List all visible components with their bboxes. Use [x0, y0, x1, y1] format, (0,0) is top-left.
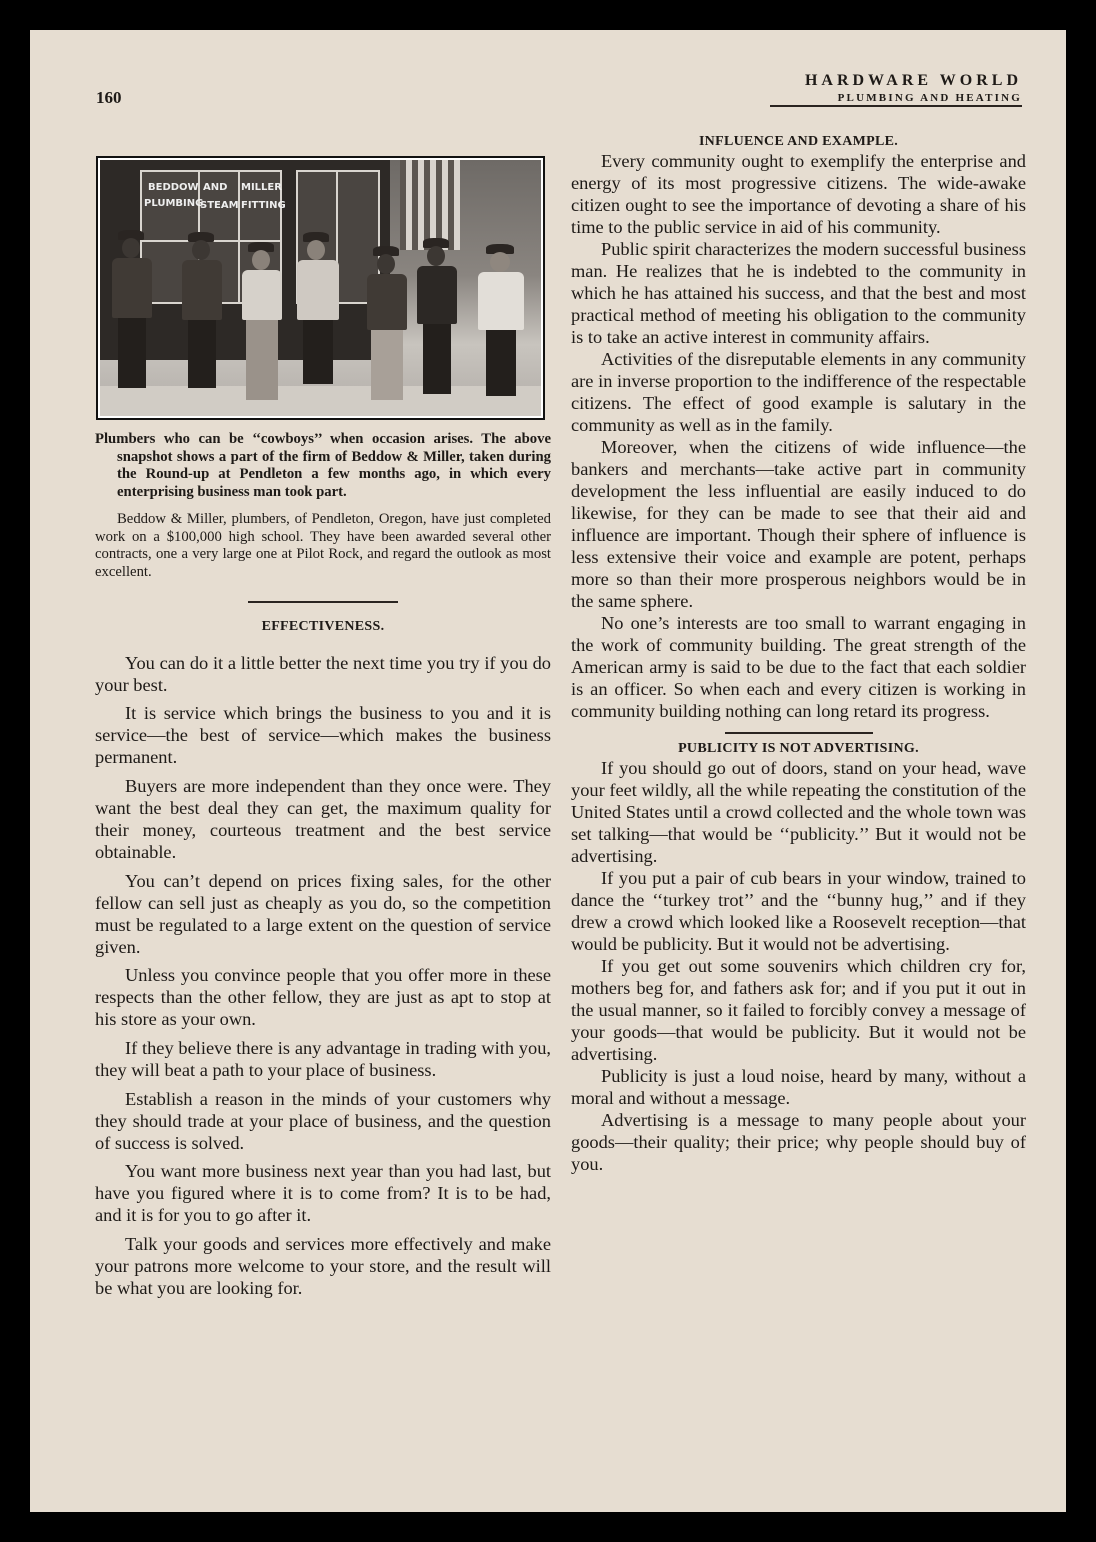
publicity-paragraph: Advertising is a message to many people about your goods—their quality; their price; why people should buy of you.	[571, 1109, 1026, 1174]
effectiveness-paragraph: You want more business next year than you had last, but have you figured where it is to come from? It is to be had, and it is for you to go after it.	[95, 1161, 551, 1226]
effectiveness-heading: EFFECTIVENESS.	[261, 618, 385, 634]
effectiveness-paragraph: Buyers are more independent than they once were. They want the best deal they can get, the maximum quality for their money, courteous treatment and the best service obtainable.	[95, 775, 551, 862]
effectiveness-paragraph: Unless you convince people that you offer more in these respects than the other fellow, they are just as apt to stop at his store as your own.	[95, 965, 551, 1030]
publicity-paragraph: If you put a pair of cub bears in your window, trained to dance the ‘‘turkey trot’’ and the ‘‘bunny hug,’’ and if they drew a crowd which looked like a Roosevelt reception—that would be publicity. But it would not be advertising.	[571, 867, 1026, 954]
left-column	[95, 156, 551, 1299]
publicity-paragraph: If you get out some souvenirs which children cry for, mothers beg for, and fathers ask for; and if you put it out in the usual manner, so it failed to forcibly convey a message of your goods—that would be publicity. But it would not be advertising.	[571, 955, 1026, 1064]
publication-subtitle: PLUMBING AND HEATING	[837, 92, 1022, 104]
influence-paragraph: Activities of the disreputable elements in any community are in inverse proportion to the indifference of the respectable citizens. The effect of good example is salutary in the community as well as in the family.	[571, 349, 1026, 435]
cowboys-photo	[96, 156, 545, 420]
effectiveness-paragraph: Establish a reason in the minds of your customers why they should trade at your place of business, and the question of success is solved.	[95, 1088, 551, 1153]
section-divider	[248, 601, 398, 603]
effectiveness-paragraph: Talk your goods and services more effectively and make your patrons more welcome to your store, and the result will be what you are looking for.	[95, 1234, 551, 1298]
sign-text: STEAM	[200, 200, 239, 211]
sign-text: AND	[203, 182, 228, 193]
ground	[100, 386, 541, 416]
magazine-page	[30, 30, 1066, 1512]
influence-paragraph: Every community ought to exemplify the enterprise and energy of its most progressive citizens. The wide-awake citizen ought to see the importance of devoting a share of his time to the public service in aid of his community.	[571, 151, 1026, 237]
publicity-paragraph: If you should go out of doors, stand on your head, wave your feet wildly, all the while repeating the constitution of the United States until a crowd collected and the whole town was set talking—that would be ‘‘publicity.’’ But it would not be advertising.	[571, 757, 1026, 866]
photo-caption	[95, 431, 551, 501]
effectiveness-paragraph: It is service which brings the business to you and it is service—the best of service—which makes the business permanent.	[95, 703, 551, 768]
right-column	[571, 134, 1026, 1175]
sign-text: PLUMBING	[144, 198, 204, 209]
sign-text: MILLER	[241, 182, 282, 193]
flag	[400, 160, 460, 250]
photo-caption-text: Plumbers who can be ‘‘cowboys’’ when occasion arises. The above snapshot shows a part of the firm of Beddow & Miller, taken during the Round-up at Pendleton a few months ago, in which every enterprising business man took part.	[95, 431, 551, 500]
influence-paragraph: No one’s interests are too small to warrant engaging in the work of community building. The great strength of the American army is said to be due to the fact that each soldier is an officer. So when each and every citizen is working in community building nothing can long retard its progress.	[571, 613, 1026, 721]
sign-text: BEDDOW	[148, 182, 199, 193]
sign-text: FITTING	[241, 200, 286, 211]
masthead-rule	[770, 105, 1022, 107]
publicity-paragraph: Publicity is just a loud noise, heard by many, without a moral and without a message.	[571, 1065, 1026, 1108]
publicity-heading: PUBLICITY IS NOT ADVERTISING.	[678, 740, 919, 756]
page-number: 160	[96, 88, 122, 107]
influence-heading: INFLUENCE AND EXAMPLE.	[698, 134, 899, 149]
publication-title: HARDWARE WORLD	[804, 72, 1022, 89]
masthead	[770, 72, 1022, 107]
section-divider	[725, 732, 873, 734]
photo-scene	[100, 160, 541, 416]
effectiveness-paragraph: You can do it a little better the next time you try if you do your best.	[95, 652, 551, 695]
influence-paragraph: Public spirit characterizes the modern successful business man. He realizes that he is indebted to the community in which he has attained his success, and that the best and most practical method of meeting his obligation to the community is to take an active interest in community affairs.	[571, 239, 1026, 347]
influence-paragraph: Moreover, when the citizens of wide influence—the bankers and merchants—take active part in community development the less influential are easily induced to do likewise, for they can be made to see that their aid and influence are important. Though their sphere of influence is less extensive their voice and example are potent, perhaps more so than their more prosperous neighbors would be in the same sphere.	[571, 437, 1026, 611]
effectiveness-paragraph: You can’t depend on prices fixing sales, for the other fellow can sell just as cheaply as you do, so the competition must be regulated to a large extent on the question of service given.	[95, 870, 551, 957]
effectiveness-paragraph: If they believe there is any advantage in trading with you, they will beat a path to your place of business.	[95, 1037, 551, 1080]
beddow-miller-note: Beddow & Miller, plumbers, of Pendleton, Oregon, have just completed work on a $100,000 high school. They have been awarded several other contracts, one a very large one at Pilot Rock, and regard the outlook as most excellent.	[95, 511, 551, 580]
